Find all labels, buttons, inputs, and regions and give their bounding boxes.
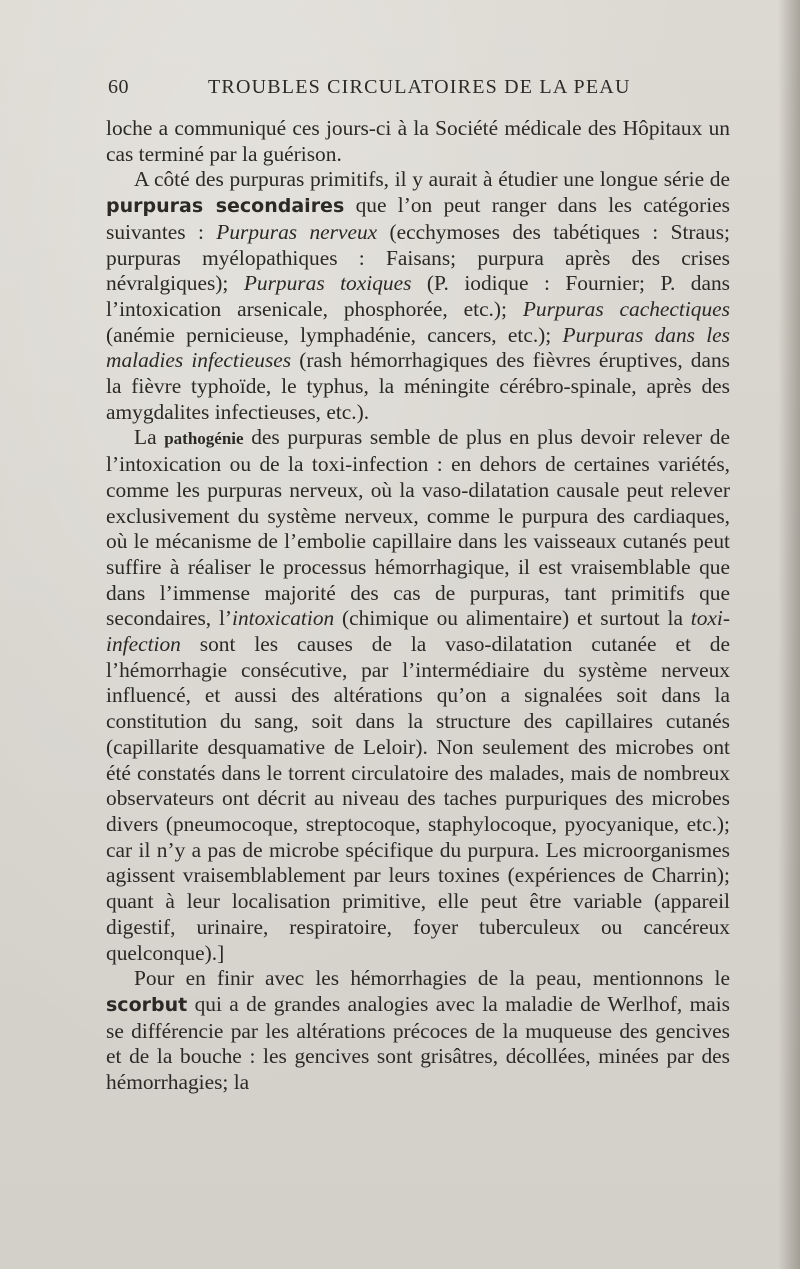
term-scorbut: scorbut	[106, 993, 188, 1016]
term-intoxication: intoxication	[232, 606, 335, 631]
term-purpuras-infectieuses: Purpuras dans les maladies infectieuses	[106, 322, 730, 373]
p2-text-g: (P. iodique : Fournier; P. dans l’intoxication arsenicale, phosphorée, etc.);	[106, 271, 730, 321]
p2-text-c: que l’on peut ranger dans les catégories suivantes :	[106, 193, 731, 244]
term-purpuras-secondaires: purpuras secondaires	[106, 195, 345, 218]
term-purpuras-cachectiques: Purpuras cachectiques	[522, 296, 730, 321]
paragraph-3	[106, 425, 730, 966]
paragraph-4	[106, 966, 730, 1096]
p4-text-c: qui a de grandes analogies avec la maladie de Werlhof, mais se différencie par les altérations précoces de la muqueuse des gencives et de la bouche : les gencives sont grisâtres, décollées, minées par des hémorrhagies; la	[106, 991, 730, 1095]
p3-text-c: des purpuras semble de plus en plus devoir relever de l’intoxication ou de la toxi-infection : en dehors de certaines variétés, comme les purpuras nerveux, où la vaso-dilatation causale peut relever exclusivement du système nerveux, comme le purpura des cardiaques, où le mécanisme de l’embolie capillaire dans les vaisseaux cutanés peut suffire à réaliser le processus hémorrhagique, il est vraisemblable que dans l’immense majorité des cas de purpuras, tant primitifs que secondaires, l’	[106, 425, 730, 631]
p4-text-a: Pour en finir avec les hémorrhagies de la peau, mentionnons le	[134, 966, 730, 991]
p2-text-e: (ecchymoses des tabétiques : Straus; purpuras myélopathiques : Faisans; purpura après des crises névralgiques);	[106, 219, 730, 296]
paragraph-1-text: loche a communiqué ces jours-ci à la Société médicale des Hôpitaux un cas terminé par la guérison.	[106, 116, 730, 166]
term-toxi-infection: toxi-infection	[106, 606, 730, 657]
p2-text-i: (anémie pernicieuse, lymphadénie, cancers, etc.);	[106, 322, 563, 347]
body-text	[106, 116, 730, 1096]
term-purpuras-toxiques: Purpuras toxiques	[243, 271, 412, 296]
p2-text-k: (rash hémorrhagiques des fièvres éruptives, dans la fièvre typhoïde, le typhus, la méningite cérébro-spinale, après des amygdalites infectieuses, etc.).	[106, 348, 730, 424]
paragraph-2	[106, 167, 730, 425]
p2-text-a: A côté des purpuras primitifs, il y aurait à étudier une longue série de	[134, 167, 730, 192]
page-number: 60	[108, 76, 129, 98]
paragraph-1	[106, 116, 730, 167]
running-title: TROUBLES CIRCULATOIRES DE LA PEAU	[208, 76, 631, 98]
term-pathogenie: pathogénie	[164, 429, 244, 449]
page-edge-shadow	[778, 0, 800, 1269]
p3-text-e: (chimique ou alimentaire) et surtout la	[334, 606, 691, 631]
page-header	[108, 76, 728, 102]
p3-text-g: sont les causes de la vaso-dilatation cutanée et de l’hémorrhagie consécutive, par l’intermédiaire du système nerveux influencé, et aussi des altérations qu’on a signalées soit dans la constitution du sang, soit dans la structure des capillaires cutanés (capillarite desquamative de Leloir). Non seulement des microbes ont été constatés dans le torrent circulatoire des malades, mais de nombreux observateurs ont décrit au niveau des taches purpuriques des microbes divers (pneumocoque, streptocoque, staphylocoque, pyocyanique, etc.); car il n’y a pas de microbe spécifique du purpura. Les microorganismes agissent vraisemblablement par leurs toxines (expériences de Charrin); quant à leur localisation primitive, elle peut être variable (appareil digestif, urinaire, respiratoire, foyer tuberculeux ou cancéreux quelconque).]	[106, 632, 730, 965]
p3-text-a: La	[134, 425, 165, 450]
term-purpuras-nerveux: Purpuras nerveux	[216, 219, 378, 244]
